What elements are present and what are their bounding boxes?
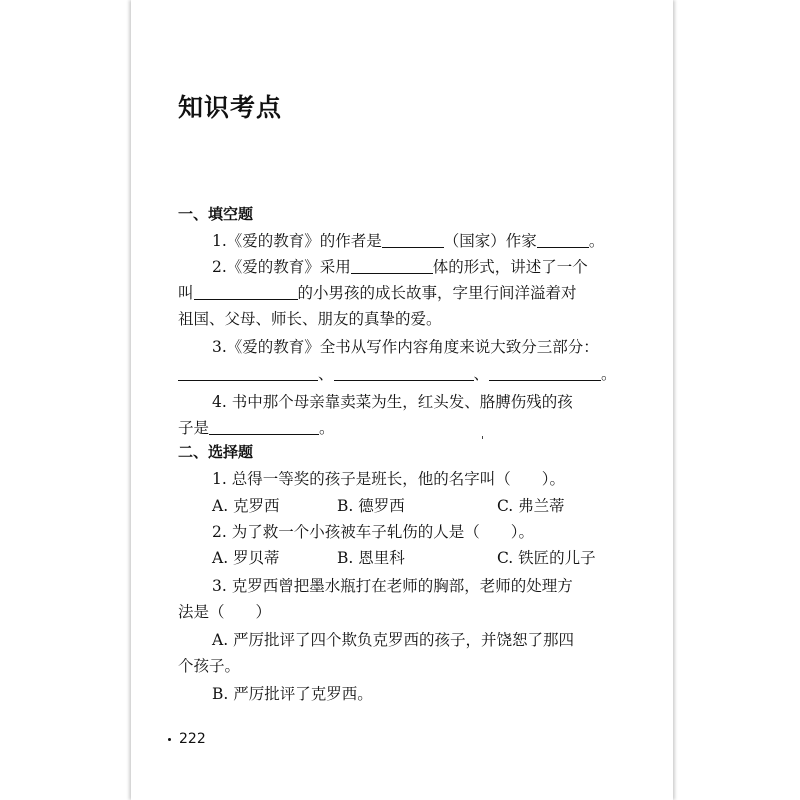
answer-blank (489, 365, 601, 382)
question-text: 2.《爱的教育》采用 (212, 258, 351, 276)
section-heading-fill-blank: 一、填空题 (178, 205, 254, 223)
separator: 、 (473, 365, 490, 383)
question-text: 体的形式，讲述了一个 (432, 258, 588, 276)
question-2-line-2 (178, 281, 577, 303)
choice-question-1: 1. 总得一等奖的孩子是班长，他的名字叫（ ）。 (212, 470, 565, 488)
choice-question-3-line-1: 3. 克罗西曾把墨水瓶打在老师的胸部，老师的处理方 (212, 577, 573, 595)
question-4-line-1: 4. 书中那个母亲靠卖菜为生，红头发、胳膊伤残的孩 (212, 393, 573, 411)
question-text: 叫 (178, 284, 194, 302)
question-text: 1.《爱的教育》的作者是 (212, 232, 382, 250)
question-text: （国家）作家 (443, 232, 537, 250)
question-text: 的小男孩的成长故事，字里行间洋溢着对 (297, 284, 577, 302)
choice-option-b: B. 严厉批评了克罗西。 (212, 685, 373, 703)
choice-question-3-line-2: 法是（ ） (178, 603, 272, 621)
choice-question-2: 2. 为了救一个小孩被车子轧伤的人是（ ）。 (212, 523, 534, 541)
answer-blank (351, 258, 433, 275)
question-1 (212, 229, 604, 251)
print-speck (482, 436, 483, 439)
choice-option-b: B. 恩里科 (337, 549, 405, 567)
question-3-line-1: 3.《爱的教育》全书从写作内容角度来说大致分三部分： (212, 338, 599, 356)
page-number-text: 222 (179, 731, 206, 747)
section-heading-choice: 二、选择题 (178, 443, 254, 461)
page-title: 知识考点 (178, 93, 283, 122)
page-number (168, 731, 206, 747)
choice-option-b: B. 德罗西 (337, 497, 405, 515)
answer-blank (209, 419, 319, 436)
choice-option-a: A. 罗贝蒂 (212, 549, 280, 567)
answer-blank (537, 232, 589, 249)
choice-option-a-line-2: 个孩子。 (178, 657, 241, 675)
answer-blank (178, 365, 318, 382)
bullet-dot (168, 738, 171, 741)
question-4-line-2 (178, 416, 335, 438)
question-2-line-3: 祖国、父母、师长、朋友的真挚的爱。 (178, 310, 442, 328)
answer-blank (194, 284, 298, 301)
separator: 、 (318, 365, 334, 383)
choice-option-c: C. 铁匠的儿子 (497, 549, 596, 567)
choice-option-c: C. 弗兰蒂 (497, 497, 565, 515)
question-text: 子是 (178, 419, 210, 437)
question-2-line-1 (212, 255, 588, 277)
answer-blank (334, 365, 474, 382)
question-text: 。 (588, 232, 605, 250)
question-3-line-2 (178, 362, 617, 384)
choice-option-a-line-1: A. 严厉批评了四个欺负克罗西的孩子，并饶恕了那四 (212, 631, 575, 649)
question-text: 。 (319, 419, 335, 437)
question-text: 。 (601, 365, 617, 383)
answer-blank (382, 232, 444, 249)
choice-option-a: A. 克罗西 (212, 497, 280, 515)
